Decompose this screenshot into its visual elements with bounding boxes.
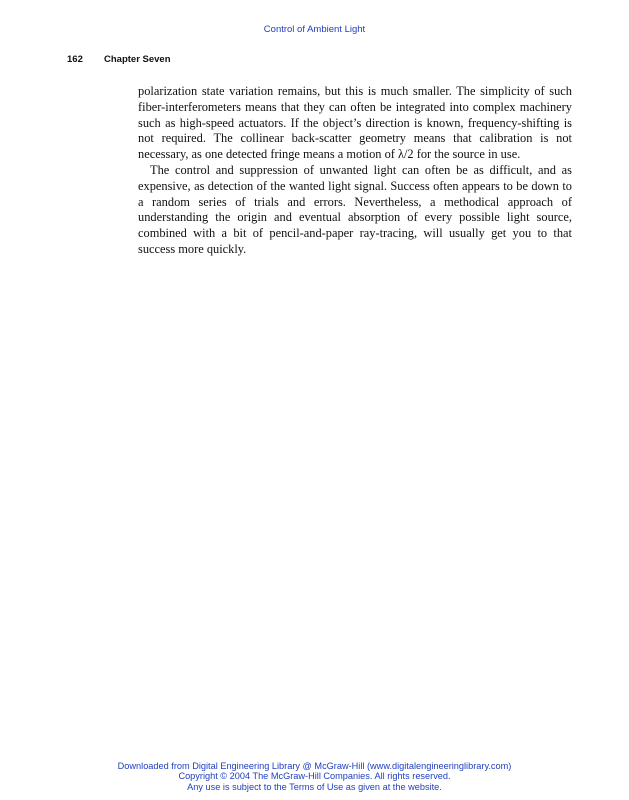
footer-download-notice: Downloaded from Digital Engineering Library @ McGraw-Hill (www.digitalengineeringlibrary.com) <box>117 761 512 771</box>
body-text <box>138 84 572 258</box>
paragraph: The control and suppression of unwanted light can often be as difficult, and as expensive, as detection of the wanted light signal. Success often appears to be down to a random series of trials and errors. Nevertheless, a methodical approach of understanding the origin and eventual absorption of every possible light source, combined with a bit of pencil-and-paper ray-tracing, will usually get you to that success more quickly. <box>138 162 572 256</box>
paragraph-continued: polarization state variation remains, but this is much smaller. The simplicity of such fiber-interferometers means that they can often be integrated into complex machinery such as high-speed actuators. If the object’s direction is known, frequency-shifting is not required. The collinear back-scatter geometry means that calibration is not necessary, as one detected fringe means a motion of λ/2 for the source in use. <box>138 84 572 162</box>
footer-terms: Any use is subject to the Terms of Use as given at the website. <box>187 781 442 792</box>
footer <box>0 761 629 792</box>
page-header <box>67 54 171 65</box>
footer-copyright: Copyright © 2004 The McGraw-Hill Companies. All rights reserved. <box>178 771 451 782</box>
chapter-title: Chapter Seven <box>104 54 171 65</box>
page-number: 162 <box>67 54 83 65</box>
running-head: Control of Ambient Light <box>263 24 366 35</box>
